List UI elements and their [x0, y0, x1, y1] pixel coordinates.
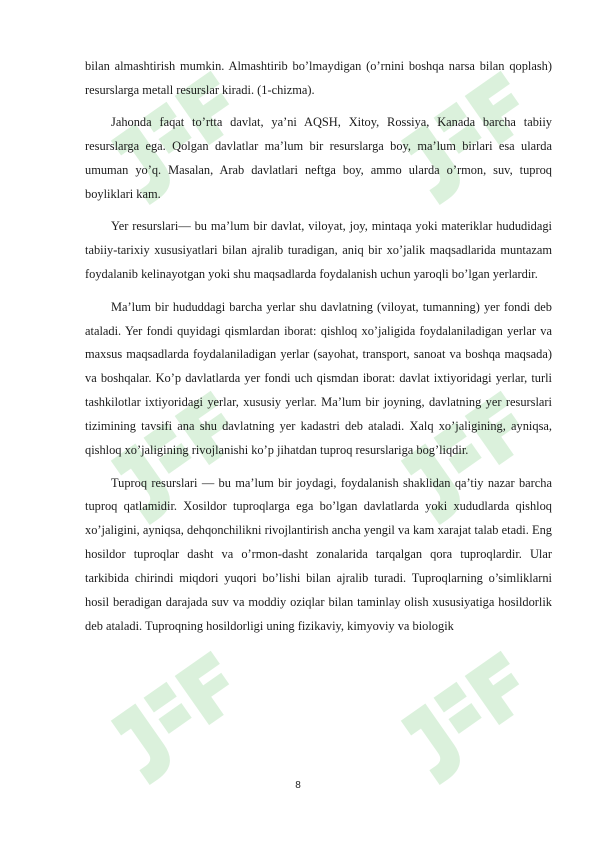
paragraph: Jahonda faqat to’rtta davlat, ya’ni AQSH, Xitoy, Rossiya, Kanada barcha tabiiy resurslarga ega. Qolgan davlatlar ma’lum bir resurslarga boy, ma’lum birlari esa ularda umuman yo’q. Masalan, Arab davlatlari neftga boy, ammo ularda o’rmon, suv, tuproq boyliklari kam. [85, 115, 552, 202]
watermark-logo-icon [370, 640, 570, 790]
document-body [85, 55, 552, 647]
paragraph: Ma’lum bir hududdagi barcha yerlar shu davlatning (viloyat, tumanning) yer fondi deb ataladi. Yer fondi quyidagi qismlardan iborat: qishloq xo’jaligida foydalaniladigan yerlar va maxsus maqsadlarda foydalaniladigan yerlar (sayohat, transport, sanoat va boshqa maqsada) va boshqalar. Ko’p davlatlarda yer fondi uch qismdan iborat: davlat ixtiyoridagi yerlar, turli tashkilotlar ixtiyoridagi yerlar, xususiy yerlar. Ma’lum bir joyning, davlatning yer resurslari tizimining tavsifi ana shu davlatning yer kadastri deb ataladi. Xalq xo’jaligining, ayniqsa, qishloq xo’jaligining rivojlanishi ko’p jihatdan tuproq resurslariga bog’liqdir. [85, 299, 552, 458]
paragraph: bilan almashtirish mumkin. Almashtirib bo’lmaydigan (o’rnini boshqa narsa bilan qoplash) resurslarga metall resurslar kiradi. (1-chizma). [85, 59, 552, 97]
paragraph: Yer resurslari— bu ma’lum bir davlat, viloyat, joy, mintaqa yoki materiklar hududidagi tabiiy-tarixiy xususiyatlari bilan ajralib turadigan, aniq bir xo’jalik maqsadlarida muntazam foydalanib kelinayotgan yoki shu maqsadlarda foydalanish uchun yaroqli bo’lgan yerlardir. [85, 219, 552, 282]
page-number: 8 [295, 780, 301, 791]
watermark-logo-icon [80, 640, 280, 790]
paragraph: Tuproq resurslari — bu ma’lum bir joydagi, foydalanish shaklidan qa’tiy nazar barcha tuproq qatlamidir. Xosildor tuproqlarga ega bo’lgan davlatlarda yoki xududlarda qishloq xo’jaligini, ayniqsa, dehqonchilikni rivojlantirish ancha yengil va kam xarajat talab etadi. Eng hosildor tuproqlar dasht va o’rmon-dasht zonalarida tarqalgan qora tuproqlardir. Ular tarkibida chirindi miqdori yuqori bo’lishi bilan ajralib turadi. Tuproqlarning o’simliklarni hosil beradigan darajada suv va moddiy oziqlar bilan taminlay olish xususiyatiga hosildorlik deb ataladi. Tuproqning hosildorligi uning fizikaviy, kimyoviy va biologik [85, 475, 552, 633]
